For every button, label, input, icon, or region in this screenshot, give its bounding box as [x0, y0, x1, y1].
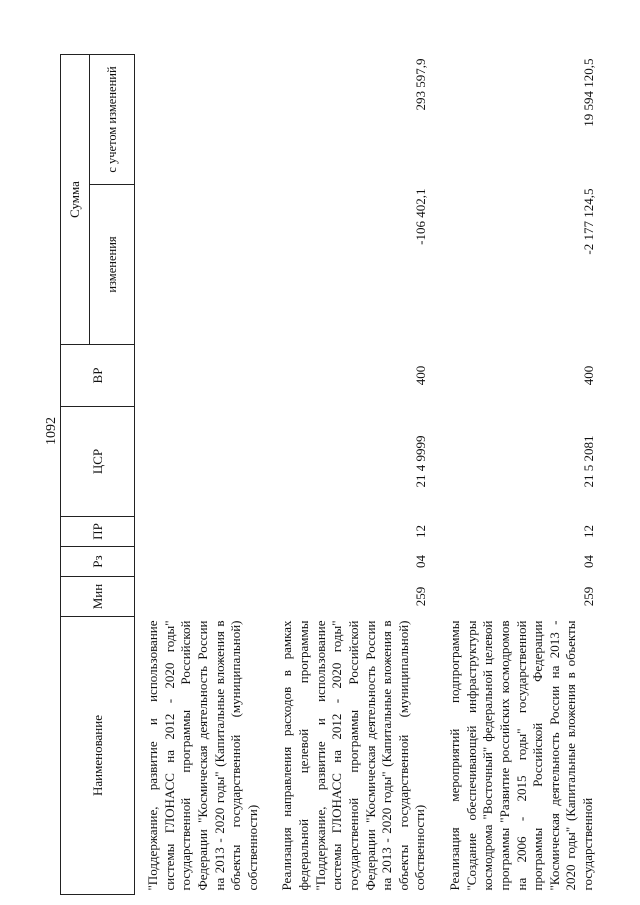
row-vr [135, 345, 270, 407]
header-row-1 [61, 55, 90, 895]
row-vr: 400 [413, 365, 428, 386]
header-name: Наименование [61, 617, 135, 895]
row-pr [135, 517, 270, 547]
table-row [135, 55, 270, 895]
row-changes: -2 177 124,5 [580, 188, 596, 255]
budget-table [60, 54, 605, 895]
header-rz: Рз [61, 547, 135, 577]
row-csr: 21 4 9999 [413, 435, 428, 488]
row-name: Реализация направления расходов в рамках федеральной целевой программы "Поддержание, развитие и использование системы ГЛОНАСС на 2012 - 2020 годы" государственной программы Российской Федерации "Космическая деятельность России на 2013 - 2020 годы" (Капитальные вложения в объекты государственной (муниципальной) собственности) [279, 620, 428, 891]
row-name: "Поддержание, развитие и использование системы ГЛОНАСС на 2012 - 2020 годы" государственной программы Российской Федерации "Космическая деятельность России на 2013 - 2020 годы" (Капитальные вложения в объекты государственной (муниципальной) собственности) [145, 620, 260, 891]
rotated-page [60, 55, 620, 895]
page-number: 1092 [44, 417, 59, 445]
row-with-changes: 19 594 120,5 [580, 58, 596, 127]
row-rz [135, 547, 270, 577]
row-min: 259 [580, 586, 596, 607]
header-sum: Сумма [61, 55, 90, 345]
row-name: Реализация мероприятий подпрограммы "Создание обеспечивающей инфраструктуры космодрома "Восточный" федеральной целевой программы "Развитие российских космодромов на 2006 - 2015 годы" государственной программы Российской Федерации "Космическая деятельность России на 2013 - 2020 годы" (Капитальные вложения в объекты государственной [447, 620, 595, 891]
row-with-changes: 293 597,9 [413, 58, 428, 111]
header-vr: ВР [61, 345, 135, 407]
row-csr [135, 407, 270, 517]
row-rz: 04 [413, 555, 428, 568]
row-changes: -106 402,1 [413, 188, 428, 245]
row-with-changes [135, 55, 270, 185]
row-min [135, 577, 270, 617]
row-rz: 04 [580, 555, 596, 568]
header-with-changes: с учетом изменений [90, 55, 135, 185]
row-pr: 12 [580, 525, 596, 538]
table-row [437, 55, 605, 895]
row-min: 259 [413, 586, 428, 607]
header-min: Мин [61, 577, 135, 617]
header-csr: ЦСР [61, 407, 135, 517]
table-row [269, 55, 437, 895]
row-vr: 400 [580, 365, 596, 386]
row-csr: 21 5 2081 [580, 435, 596, 488]
header-changes: изменения [90, 185, 135, 345]
header-pr: ПР [61, 517, 135, 547]
row-pr: 12 [413, 525, 428, 538]
row-changes [135, 185, 270, 345]
